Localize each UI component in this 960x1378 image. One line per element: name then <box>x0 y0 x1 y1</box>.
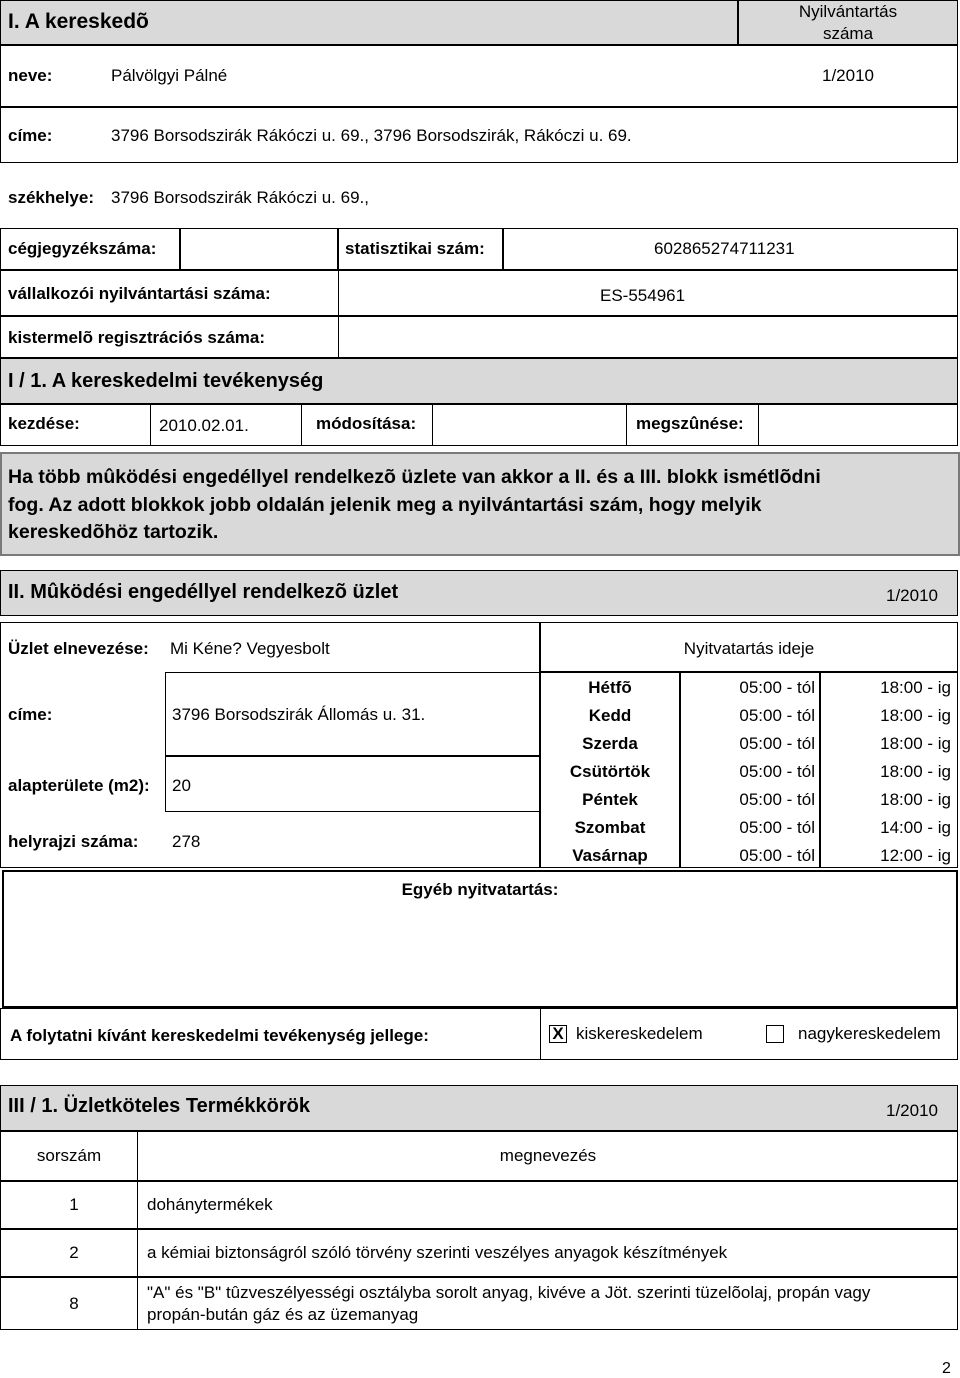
hours-from: 05:00 - tól <box>739 734 815 753</box>
page-number: 2 <box>942 1360 951 1377</box>
section1-1-title: I / 1. A kereskedelmi tevékenység <box>8 370 324 392</box>
company-reg-label: cégjegyzékszáma: <box>8 239 157 258</box>
hours-title: Nyitvatartás ideje <box>683 639 815 658</box>
hours-day: Szerda <box>582 734 638 753</box>
hours-to: 18:00 - ig <box>880 762 951 781</box>
registry-number: 1/2010 <box>822 66 874 85</box>
hours-to: 18:00 - ig <box>880 706 951 725</box>
retail-label: kiskereskedelem <box>576 1024 703 1043</box>
product-name-continued: propán-bután gáz és az üzemanyag <box>147 1305 419 1324</box>
entrepreneur-value: ES-554961 <box>600 286 686 305</box>
registry-label-line2: száma <box>822 24 874 43</box>
section1-title: I. A kereskedõ <box>8 10 149 33</box>
hours-from: 05:00 - tól <box>739 790 815 809</box>
modify-value-cell <box>432 404 627 446</box>
shop-name-label: Üzlet elnevezése: <box>8 639 149 658</box>
product-number: 2 <box>69 1243 79 1262</box>
wholesale-label: nagykereskedelem <box>798 1024 941 1043</box>
address-value: 3796 Borsodszirák Rákóczi u. 69., 3796 Borsodszirák, Rákóczi u. 69. <box>111 126 632 145</box>
lot-label: helyrajzi száma: <box>8 832 139 851</box>
address-label: címe: <box>8 126 53 145</box>
other-hours-label: Egyéb nyitvatartás: <box>401 880 559 899</box>
hours-to: 12:00 - ig <box>880 846 951 865</box>
hours-day: Csütörtök <box>569 762 651 781</box>
hours-from: 05:00 - tól <box>739 678 815 697</box>
company-reg-value-cell <box>180 228 338 270</box>
hours-day: Vasárnap <box>572 846 648 865</box>
hours-to: 18:00 - ig <box>880 734 951 753</box>
hours-from: 05:00 - tól <box>739 846 815 865</box>
address-row <box>0 107 958 163</box>
area-cell <box>165 756 540 812</box>
product-name: a kémiai biztonságról szóló törvény szerinti veszélyes anyagok készítmények <box>147 1243 728 1262</box>
shop-address-label: címe: <box>8 705 53 724</box>
hours-from: 05:00 - tól <box>739 762 815 781</box>
area-label: alapterülete (m2): <box>8 776 150 795</box>
retail-checkbox[interactable]: X <box>549 1025 567 1043</box>
area-value: 20 <box>172 776 191 795</box>
hours-day: Péntek <box>582 790 638 809</box>
hours-day: Kedd <box>588 706 632 725</box>
shop-name-value: Mi Kéne? Vegyesbolt <box>170 639 330 658</box>
hours-day: Szombat <box>574 818 646 837</box>
activity-type-label: A folytatni kívánt kereskedelmi tevékenység jellege: <box>10 1026 429 1045</box>
end-label: megszûnése: <box>636 414 744 433</box>
hours-day: Hétfõ <box>588 678 632 697</box>
hours-from: 05:00 - tól <box>739 818 815 837</box>
section3-registry-number: 1/2010 <box>886 1101 938 1120</box>
hours-to: 18:00 - ig <box>880 790 951 809</box>
product-number: 8 <box>69 1294 79 1313</box>
name-value: Pálvölgyi Pálné <box>111 66 228 85</box>
start-label: kezdése: <box>8 414 80 433</box>
section3-title: III / 1. Üzletköteles Termékkörök <box>8 1095 310 1117</box>
notice-line-3: kereskedõhöz tartozik. <box>8 521 219 543</box>
wholesale-checkbox[interactable] <box>766 1025 784 1043</box>
hours-to: 14:00 - ig <box>880 818 951 837</box>
section2-title: II. Mûködési engedéllyel rendelkezõ üzlet <box>8 581 399 603</box>
product-name: dohánytermékek <box>147 1195 273 1214</box>
entrepreneur-label: vállalkozói nyilvántartási száma: <box>8 284 271 303</box>
shop-address-cell <box>165 672 540 756</box>
seat-label: székhelye: <box>8 188 94 207</box>
hours-from: 05:00 - tól <box>739 706 815 725</box>
lot-value: 278 <box>172 832 201 851</box>
stat-label: statisztikai szám: <box>345 239 485 258</box>
producer-value-cell <box>338 316 958 358</box>
end-value-cell <box>758 404 958 446</box>
product-name: "A" és "B" tûzveszélyességi osztályba sorolt anyag, kivéve a Jöt. szerinti tüzelõolaj, propán vagy <box>147 1283 871 1302</box>
modify-label: módosítása: <box>316 414 417 433</box>
seat-value: 3796 Borsodszirák Rákóczi u. 69., <box>111 188 369 207</box>
notice-line-1: Ha több mûködési engedéllyel rendelkezõ üzlete van akkor a II. és a III. blokk ismétlõdni <box>8 466 821 488</box>
shop-address-value: 3796 Borsodszirák Állomás u. 31. <box>172 705 426 724</box>
product-number: 1 <box>69 1195 79 1214</box>
producer-label: kistermelõ regisztrációs száma: <box>8 328 266 347</box>
section2-registry-number: 1/2010 <box>886 586 938 605</box>
name-label: neve: <box>8 66 53 85</box>
hours-to: 18:00 - ig <box>880 678 951 697</box>
stat-value: 602865274711231 <box>654 239 795 258</box>
notice-line-2: fog. Az adott blokkok jobb oldalán jelenik meg a nyilvántartási szám, hogy melyik <box>8 494 762 516</box>
registry-label-line1: Nyilvántartás <box>798 2 898 21</box>
products-name-header: megnevezés <box>499 1146 597 1165</box>
products-number-header: sorszám <box>36 1146 102 1165</box>
start-value: 2010.02.01. <box>159 416 249 435</box>
